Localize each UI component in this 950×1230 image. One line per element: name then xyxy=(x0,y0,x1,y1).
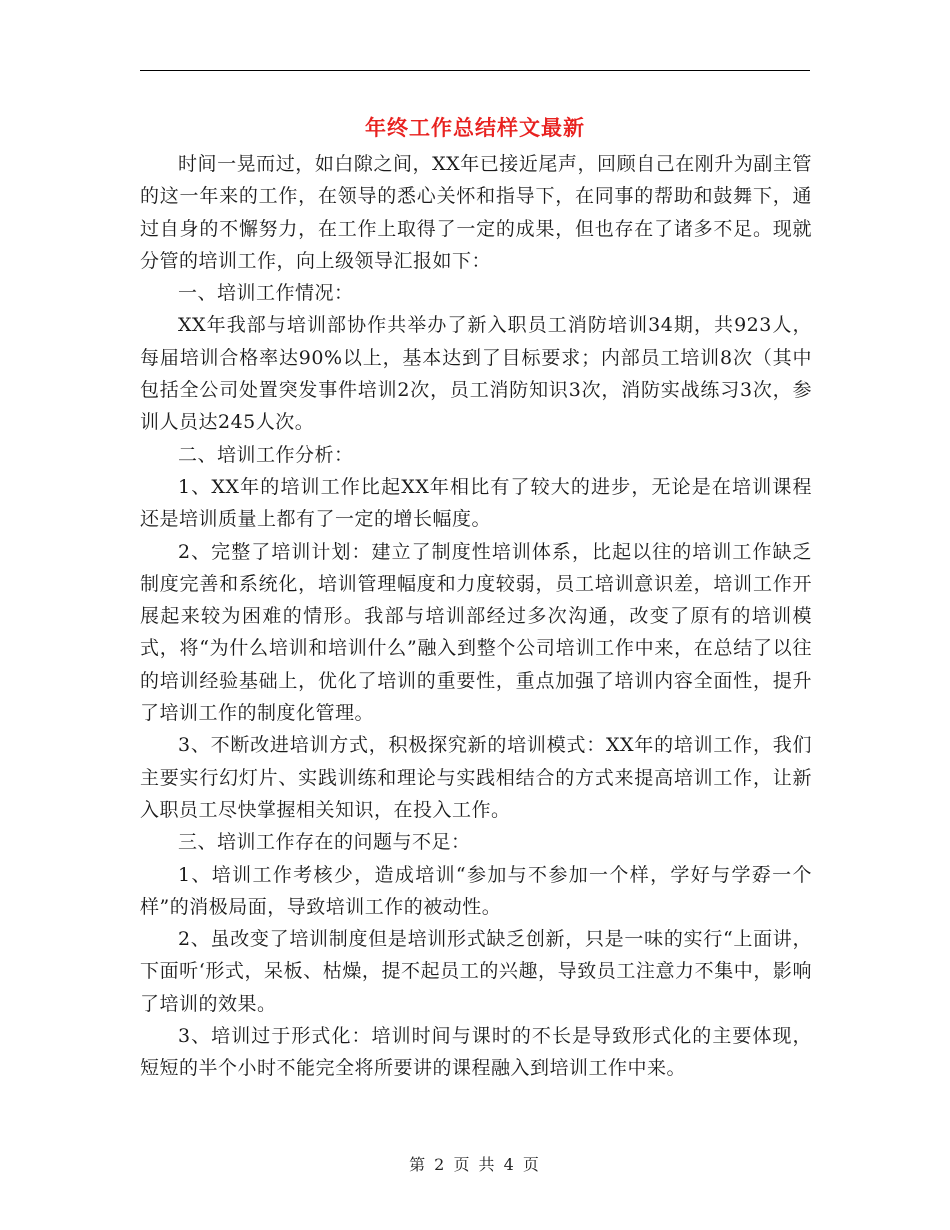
analysis-item-3: 3、不断改进培训方式，积极探究新的培训模式：XX年的培训工作，我们主要实行幻灯片、实践训练和理论与实践相结合的方式来提高培训工作，让新入职员工尽快掌握相关知识，在投入工作。 xyxy=(140,734,812,821)
section-heading-2: 二、培训工作分析： xyxy=(178,443,354,466)
section-heading-1: 一、培训工作情况： xyxy=(178,282,354,305)
analysis-item-2: 2、完整了培训计划：建立了制度性培训体系，比起以往的培训工作缺乏制度完善和系统化，培训管理幅度和力度较弱，员工培训意识差，培训工作开展起来较为困难的情形。我部与培训部经过多次沟通，改变了原有的培训模式，将“为什么培训和培训什么”融入到整个公司培训工作中来，在总结了以往的培训经验基础上，优化了培训的重要性，重点加强了培训内容全面性，提升了培训工作的制度化管理。 xyxy=(140,540,812,725)
problem-item-1: 1、培训工作考核少，造成培训“参加与不参加一个样，学好与学孬一个样”的消极局面，导致培训工作的被动性。 xyxy=(140,863,812,918)
header-rule xyxy=(140,70,810,71)
page-number: 第 2 页 共 4 页 xyxy=(409,1155,541,1174)
section-heading-3: 三、培训工作存在的问题与不足： xyxy=(178,831,471,854)
training-status-paragraph: XX年我部与培训部协作共举办了新入职员工消防培训34期，共923人，每届培训合格率达90%以上，基本达到了目标要求；内部员工培训8次（其中包括全公司处置突发事件培训2次，员工消防知识3次，消防实战练习3次，参训人员达245人次。 xyxy=(140,314,812,434)
document-body xyxy=(140,148,812,1085)
analysis-item-1: 1、XX年的培训工作比起XX年相比有了较大的进步，无论是在培训课程还是培训质量上都有了一定的增长幅度。 xyxy=(140,475,812,531)
problem-item-3: 3、培训过于形式化：培训时间与课时的不长是导致形式化的主要体现，短短的半个小时不能完全将所要讲的课程融入到培训工作中来。 xyxy=(140,1025,812,1080)
problem-item-2: 2、虽改变了培训制度但是培训形式缺乏创新，只是一味的实行“上面讲，下面听‘形式，呆板、枯燥，提不起员工的兴趣，导致员工注意力不集中，影响了培训的效果。 xyxy=(140,928,812,1015)
intro-paragraph: 时间一晃而过，如白隙之间，XX年已接近尾声，回顾自己在刚升为副主管的这一年来的工作，在领导的悉心关怀和指导下，在同事的帮助和鼓舞下，通过自身的不懈努力，在工作上取得了一定的成果，但也存在了诸多不足。现就分管的培训工作，向上级领导汇报如下： xyxy=(140,153,812,272)
document-title: 年终工作总结样文最新 xyxy=(365,116,585,140)
